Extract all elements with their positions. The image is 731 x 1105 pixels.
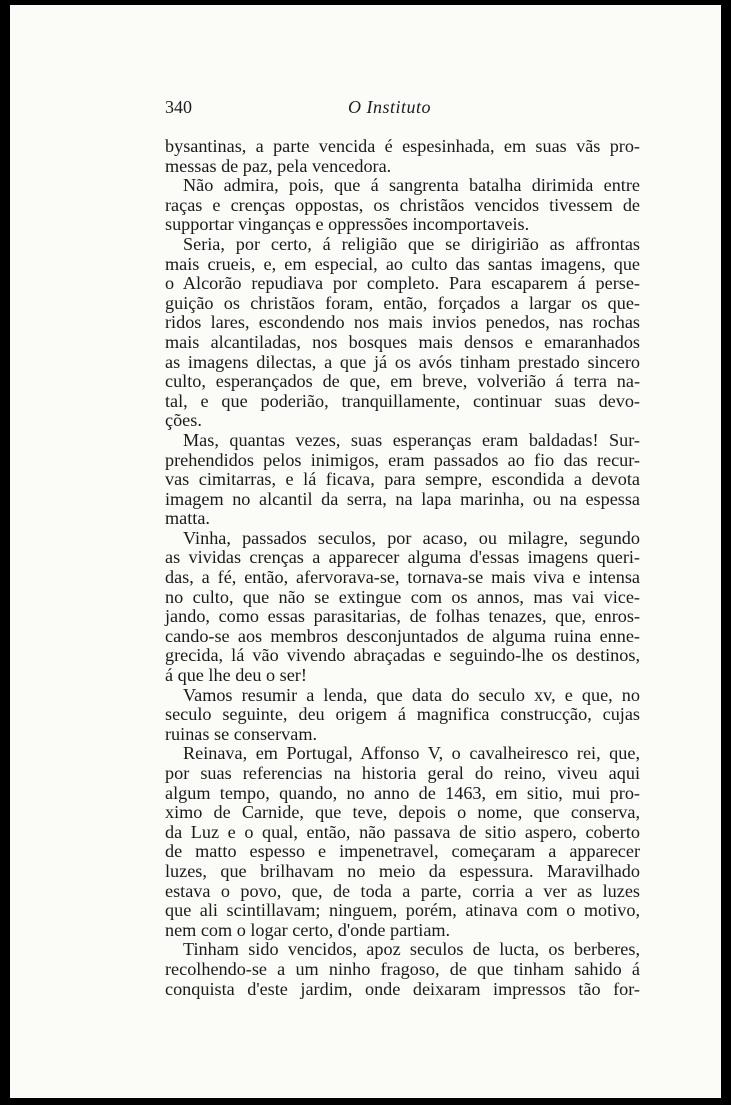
running-header — [165, 97, 645, 123]
text-line: ximo de Carnide, que teve, depois o nome, que conserva, — [165, 802, 640, 823]
text-line: matta. — [165, 508, 210, 529]
text-line: raças e crenças oppostas, os christãos vencidos tivessem de — [165, 194, 640, 215]
running-title: O Instituto — [348, 97, 432, 117]
text-line: das, a fé, então, afervorava-se, tornava-se mais viva e intensa — [165, 567, 640, 588]
text-line: seculo seguinte, deu origem á magnifica construcção, cujas — [165, 704, 640, 725]
text-line: guição os christãos foram, então, forçados a largar os que- — [165, 292, 640, 313]
text-line: algum tempo, quando, no anno de 1463, em sitio, mui pro- — [165, 782, 640, 803]
text-line: luzes, que brilhavam no meio da espessura. Maravilhado — [165, 860, 640, 881]
text-line: cando-se aos membros desconjuntados de alguma ruina enne- — [165, 625, 640, 646]
text-line: prehendidos pelos inimigos, eram passados ao fio das recur- — [165, 449, 640, 470]
text-line: á que lhe deu o ser! — [165, 665, 307, 686]
text-line: supportar vinganças e oppressões incomportaveis. — [165, 214, 530, 235]
text-line: jando, como essas parasitarias, de folhas tenazes, que, enros- — [165, 606, 640, 627]
text-line: vas cimitarras, e lá ficava, para sempre, escondida a devota — [165, 469, 640, 490]
text-line: bysantinas, a parte vencida é espesinhada, em suas vãs pro- — [165, 136, 640, 156]
text-line: grecida, lá vão vivendo abraçadas e seguindo-lhe os destinos, — [165, 645, 640, 666]
text-line: recolhendo-se a um ninho fragoso, de que tinham sahido á — [165, 958, 640, 979]
text-line: Tinham sido vencidos, apoz seculos de lucta, os berberes, — [183, 939, 640, 960]
text-line: Reinava, em Portugal, Affonso V, o cavalheiresco rei, que, — [183, 743, 640, 764]
text-line: estava o povo, que, de toda a parte, corria a ver as luzes — [165, 880, 640, 901]
page-number: 340 — [165, 97, 192, 117]
text-line: que ali scintillavam; ninguem, porém, atinava com o motivo, — [165, 900, 640, 921]
text-line: mais crueis, e, em especial, ao culto das santas imagens, que — [165, 253, 640, 274]
text-line: o Alcorão repudiava por completo. Para escaparem á perse- — [165, 273, 640, 294]
text-line: por suas referencias na historia geral do reino, viveu aqui — [165, 763, 640, 783]
text-line: Seria, por certo, á religião que se dirigirião as affrontas — [183, 233, 640, 254]
text-line: conquista d'este jardim, onde deixaram impressos tão for- — [165, 978, 640, 999]
text-line: da Luz e o qual, então, não passava de sitio aspero, coberto — [165, 821, 640, 842]
text-line: tal, e que poderião, tranquillamente, continuar suas devo- — [165, 390, 640, 411]
text-line: ruinas se conservam. — [165, 723, 318, 744]
text-line: de matto espesso e impenetravel, começaram a apparecer — [165, 841, 640, 862]
text-line: as vividas crenças a apparecer alguma d'essas imagens queri- — [165, 547, 640, 568]
text-line: ridos lares, escondendo nos mais invios penedos, nas rochas — [165, 312, 640, 333]
text-line: Vinha, passados seculos, por acaso, ou milagre, segundo — [183, 527, 640, 548]
text-line: mais alcantiladas, nos bosques mais densos e emaranhados — [165, 331, 640, 352]
text-line: no culto, que não se extingue com os annos, mas vai vice- — [165, 586, 640, 607]
text-line: Mas, quantas vezes, suas esperanças eram baldadas! Sur- — [183, 429, 640, 450]
text-line: imagem no alcantil da serra, na lapa marinha, ou na espessa — [165, 488, 640, 509]
body-text — [165, 137, 640, 999]
text-line: culto, esperançados de que, em breve, volverião á terra na- — [165, 371, 640, 392]
text-line: Não admira, pois, que á sangrenta batalha dirimida entre — [183, 175, 640, 196]
text-line: Vamos resumir a lenda, que data do seculo xv, e que, no — [183, 684, 640, 705]
text-line: messas de paz, pela vencedora. — [165, 155, 392, 176]
text-line: ções. — [165, 410, 202, 431]
book-page — [10, 5, 721, 1098]
text-line: as imagens dilectas, a que já os avós tinham prestado sincero — [165, 351, 640, 372]
text-line: nem com o logar certo, d'onde partiam. — [165, 919, 451, 940]
